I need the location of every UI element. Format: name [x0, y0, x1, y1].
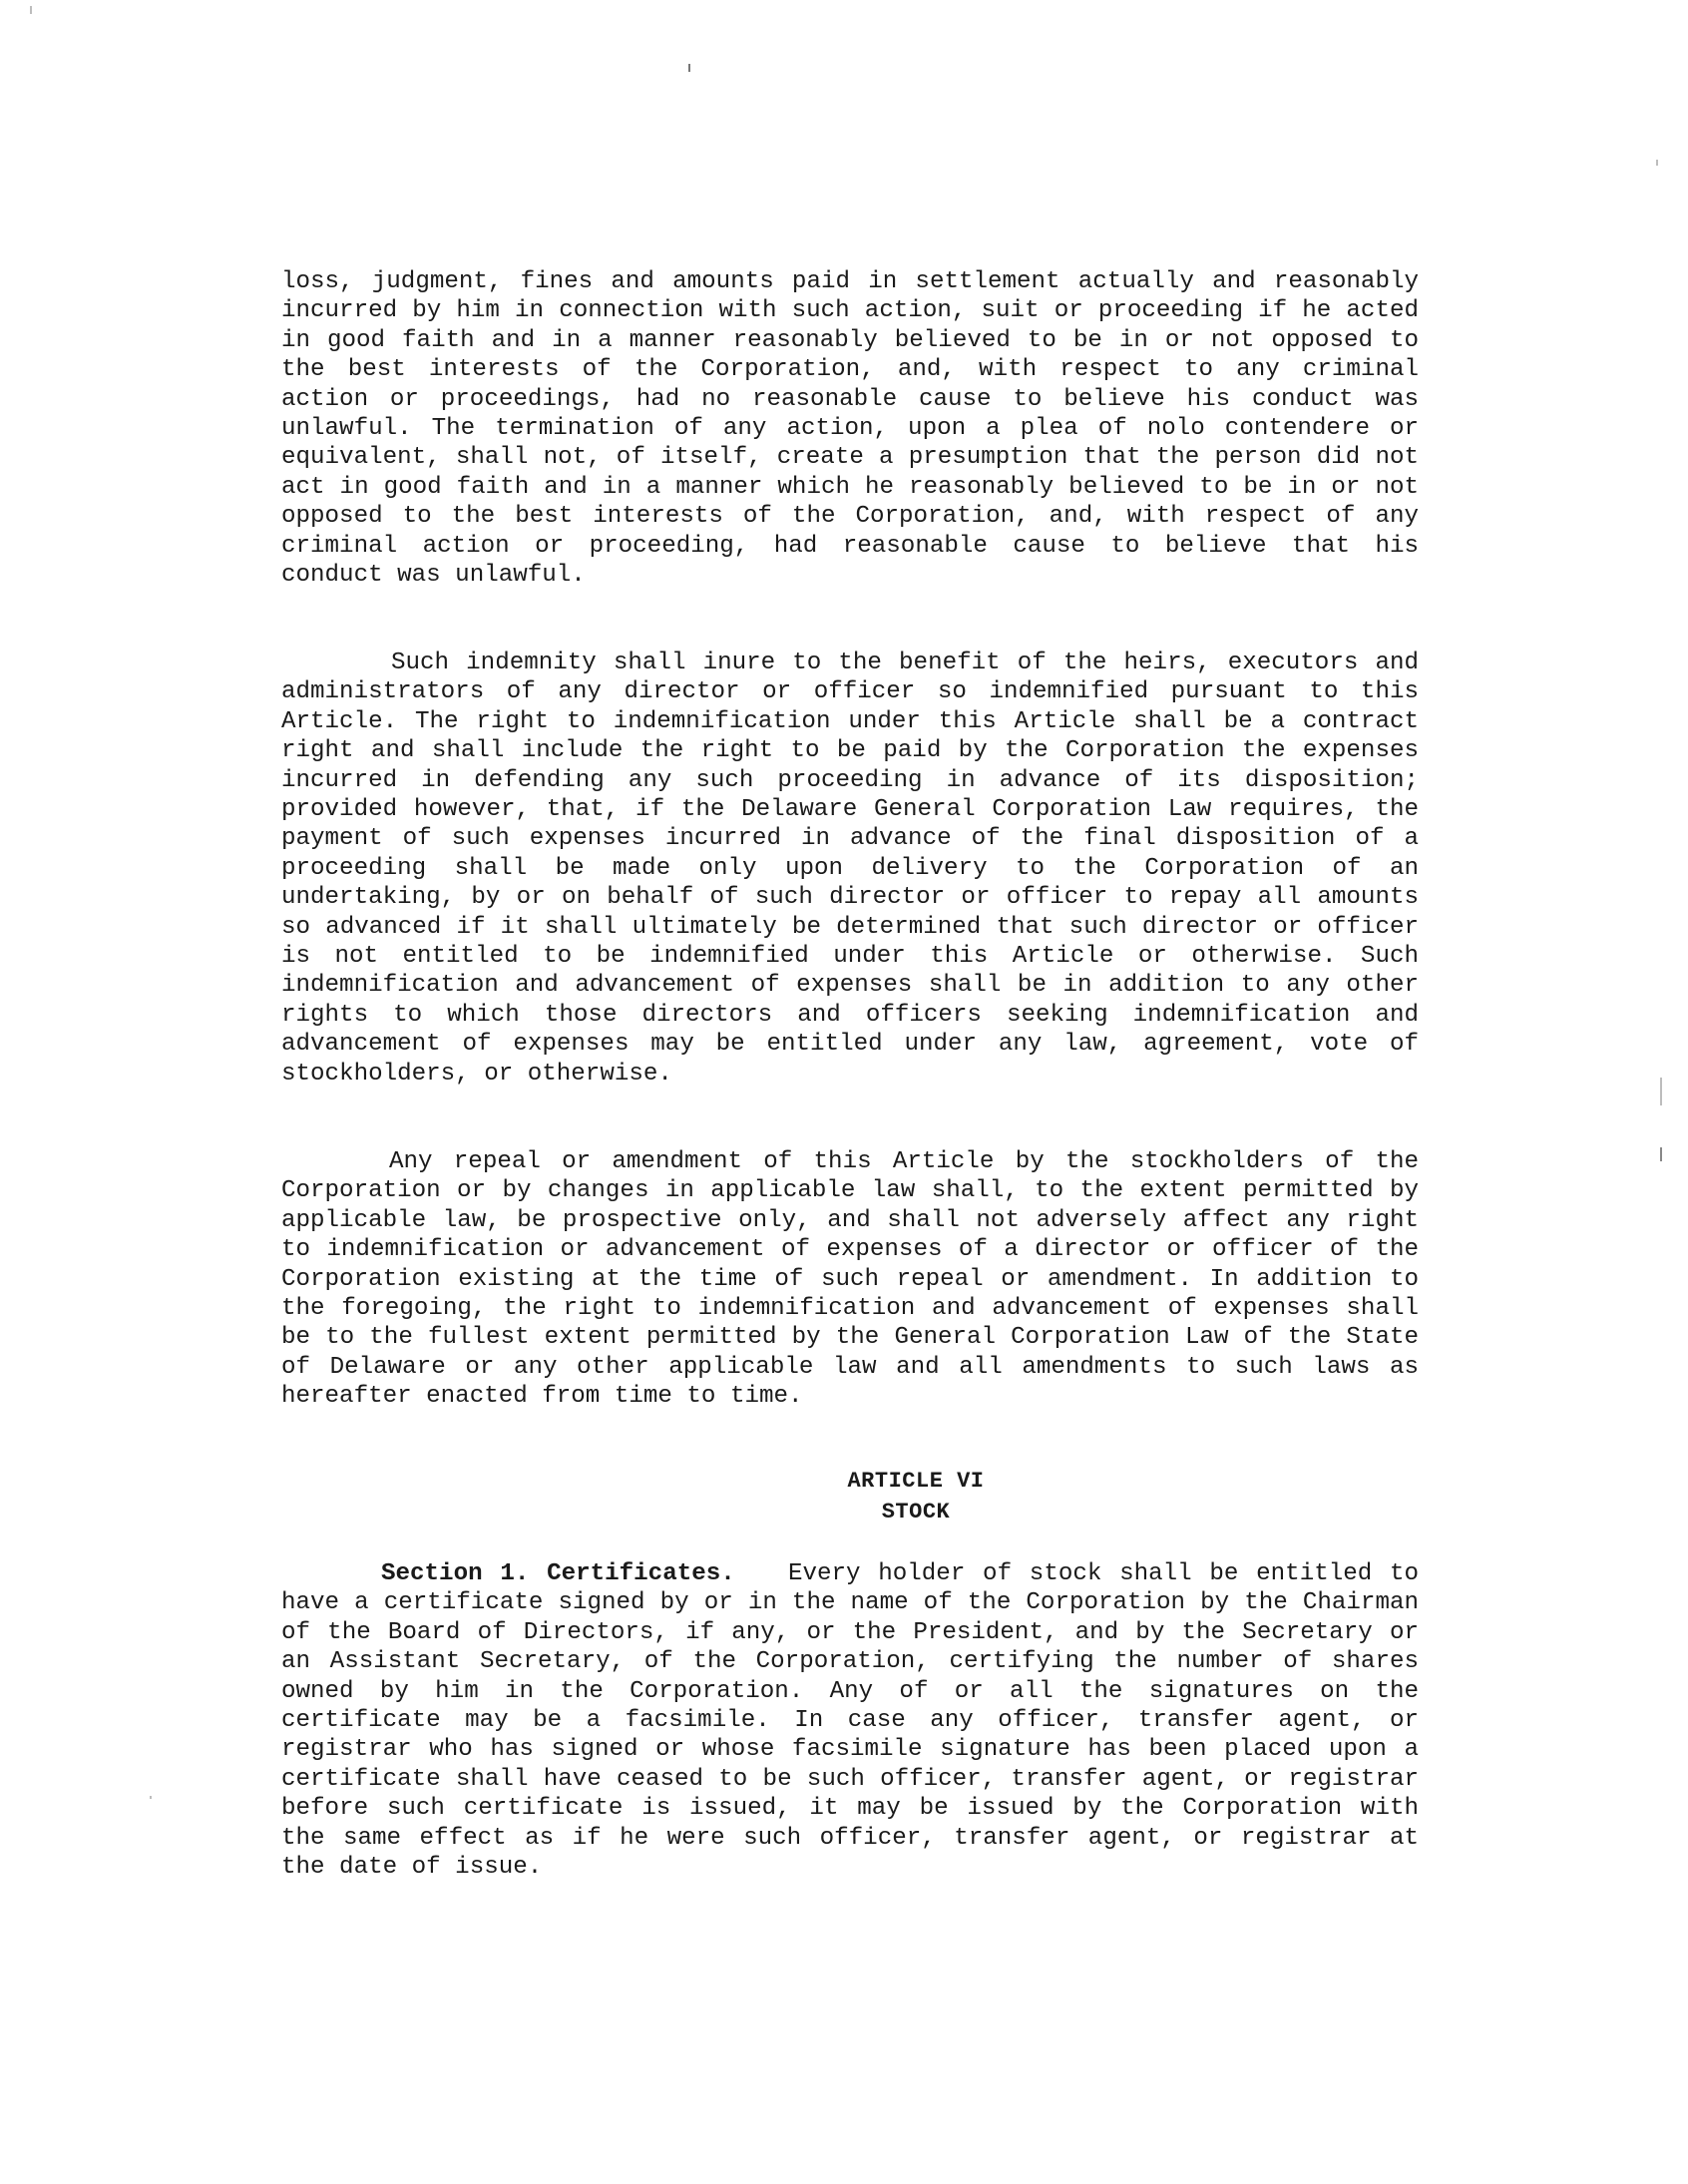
- paragraph-indemnity-inure: Such indemnity shall inure to the benefit of the heirs, executors and administrators of any director or officer so indemnified pursuant to this Article. The right to indemnification under this Article shall be a contract right and shall include the right to be paid by the Corporation the expenses incurred in defending any such proceeding in advance of its disposition; provided however, that, if the Delaware General Corporation Law requires, the payment of such expenses incurred in advance of the final disposition of a proceeding shall be made only upon delivery to the Corporation of an undertaking, by or on behalf of such director or officer to repay all amounts so advanced if it shall ultimately be determined that such director or officer is not entitled to be indemnified under this Article or otherwise. Such indemnification and advancement of expenses shall be in addition to any other rights to which those directors and officers seeking indemnification and advancement of expenses may be entitled under any law, agreement, vote of stockholders, or otherwise.: [281, 650, 1419, 1088]
- article-title: STOCK: [881, 1500, 951, 1525]
- scan-speck: [1660, 1078, 1662, 1105]
- scan-speck: [1660, 1147, 1662, 1161]
- paragraph-indemnification-standard: loss, judgment, fines and amounts paid in settlement actually and reasonably incurred by him in connection with such action, suit or proceeding if he acted in good faith and in a manner reasonably believed to be in or not opposed to the best interests of the Corporation, and, with respect to any criminal action or proceedings, had no reasonable cause to believe his conduct was unlawful. The termination of any action, upon a plea of nolo contendere or equivalent, shall not, of itself, create a presumption that the person did not act in good faith and in a manner which he reasonably believed to be in or not opposed to the best interests of the Corporation, and, with respect of any criminal action or proceeding, had reasonable cause to believe that his conduct was unlawful.: [281, 268, 1419, 590]
- article-number: ARTICLE VI: [847, 1469, 985, 1494]
- scan-speck: [688, 64, 690, 72]
- scan-speck: [1656, 160, 1658, 166]
- paragraph-repeal-amendment: Any repeal or amendment of this Article by the stockholders of the Corporation or by changes in applicable law shall, to the extent permitted by applicable law, be prospective only, and shall not adversely affect any right to indemnification or advancement of expenses of a director or officer of the Corporation existing at the time of such repeal or amendment. In addition to the foregoing, the right to indemnification and advancement of expenses shall be to the fullest extent permitted by the General Corporation Law of the State of Delaware or any other applicable law and all amendments to such laws as hereafter enacted from time to time.: [281, 1148, 1419, 1411]
- section-1-text: Every holder of stock shall be entitled to have a certificate signed by or in the name of the Corporation by the Chairman of the Board of Directors, if any, or the President, and by the Secretary or an Assistant Secretary, of the Corporation, certifying the number of shares owned by him in the Corporation. Any of or all the signatures on the certificate may be a facsimile. In case any officer, transfer agent, or registrar who has signed or whose facsimile signature has been placed upon a certificate shall have ceased to be such officer, transfer agent, or registrar before such certificate is issued, it may be issued by the Corporation with the same effect as if he were such officer, transfer agent, or registrar at the date of issue.: [281, 1560, 1420, 1882]
- scan-speck: [150, 1796, 152, 1799]
- section-1-label: Section 1. Certificates.: [381, 1560, 735, 1587]
- scan-speck: [30, 6, 32, 14]
- section-1-certificates: [281, 1559, 1419, 1882]
